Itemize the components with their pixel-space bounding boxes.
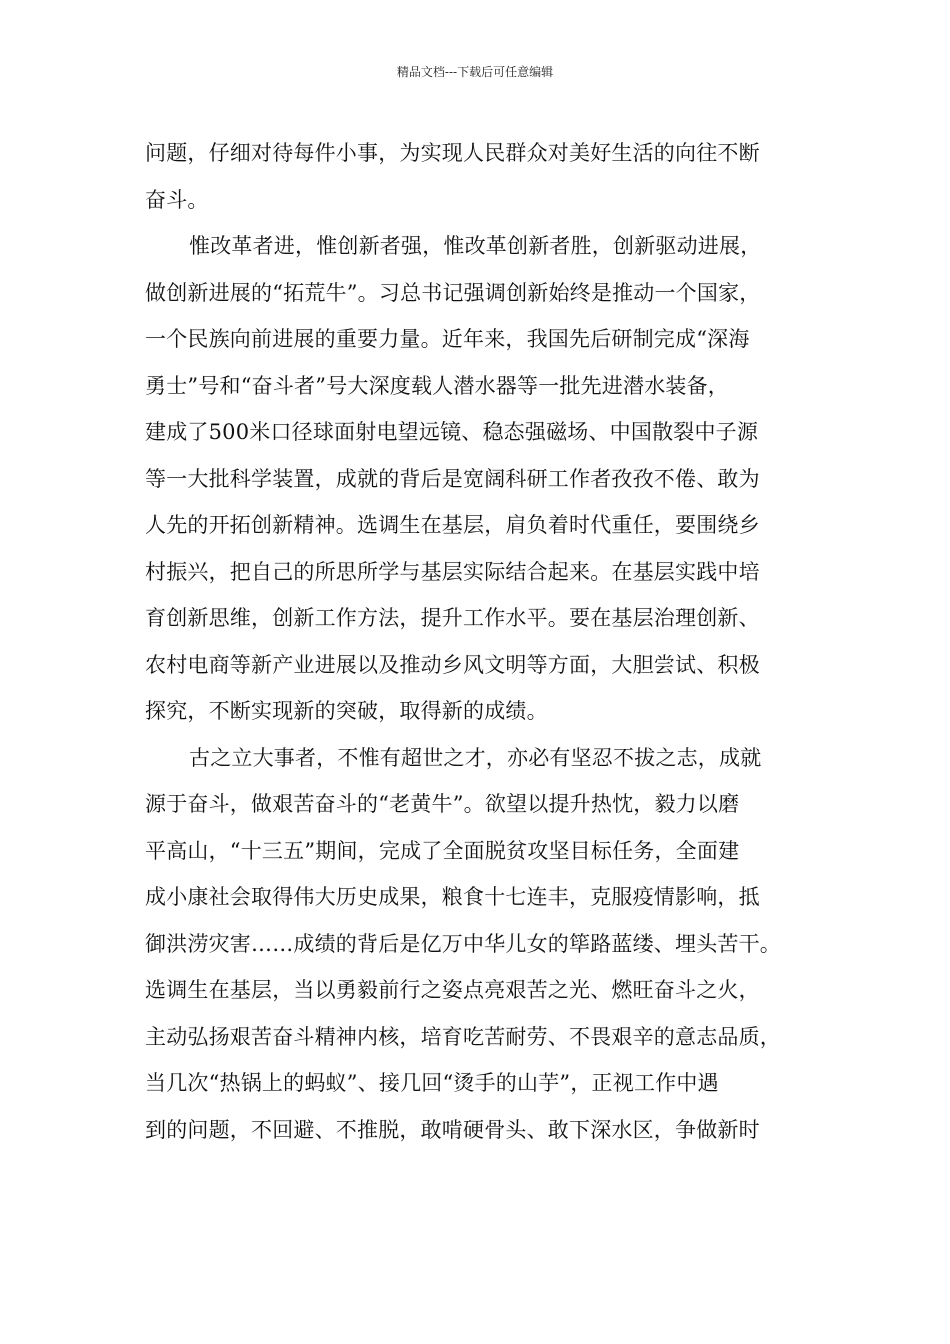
- text-line: 等一大批科学装置，成就的背后是宽阔科研工作者孜孜不倦、敢为: [145, 466, 760, 491]
- text-line: 源于奋斗，做艰苦奋斗的“老黄牛”。欲望以提升热忱，毅力以磨: [145, 792, 740, 816]
- text-line: 勇士”号和“奋斗者”号大深度载人潜水器等一批先进潜水装备，: [145, 373, 730, 398]
- text-line: 育创新思维，创新工作方法，提升工作水平。要在基层治理创新、: [145, 606, 760, 630]
- text-line: 人先的开拓创新精神。选调生在基层，肩负着时代重任，要围绕乡: [145, 513, 760, 537]
- text-line: 选调生在基层，当以勇毅前行之姿点亮艰苦之光、燃旺奋斗之火，: [145, 978, 760, 1002]
- page-header: 精品文档---下载后可任意编辑: [396, 65, 554, 79]
- text-line: 探究，不断实现新的突破，取得新的成绩。: [145, 699, 548, 723]
- text-line: 一个民族向前进展的重要力量。近年来，我国先后研制完成“深海: [145, 327, 750, 351]
- text-line: 做创新进展的“拓荒牛”。习总书记强调创新始终是推动一个国家，: [145, 280, 761, 305]
- text-line: 建成了500米口径球面射电望远镜、稳态强磁场、中国散裂中子源: [145, 420, 759, 444]
- text-line: 农村电商等新产业进展以及推动乡风文明等方面，大胆尝试、积极: [145, 652, 760, 677]
- text-line: 平高山，“十三五”期间，完成了全面脱贫攻坚目标任务，全面建: [145, 838, 740, 863]
- text-line: 到的问题，不回避、不推脱，敢啃硬骨头、敢下深水区，争做新时: [145, 1117, 760, 1142]
- text-line: 御洪涝灾害……成绩的背后是亿万中华儿女的筚路蓝缕、埋头苦干。: [145, 931, 781, 956]
- text-line: 当几次“热锅上的蚂蚁”、接几回“烫手的山芋”，正视工作中遇: [145, 1071, 719, 1095]
- text-line: 问题，仔细对待每件小事，为实现人民群众对美好生活的向往不断: [145, 141, 760, 165]
- text-line: 惟改革者进，惟创新者强，惟改革创新者胜，创新驱动进展，: [189, 234, 762, 258]
- text-line: 主动弘扬艰苦奋斗精神内核，培育吃苦耐劳、不畏艰辛的意志品质，: [145, 1024, 781, 1049]
- document-body: [145, 130, 825, 1153]
- text-line: 古之立大事者，不惟有超世之才，亦必有坚忍不拔之志，成就: [189, 745, 762, 770]
- text-line: 成小康社会取得伟大历史成果，粮食十七连丰，克服疫情影响，抵: [145, 885, 760, 909]
- text-line: 奋斗。: [145, 187, 209, 212]
- text-line: 村振兴，把自己的所思所学与基层实际结合起来。在基层实践中培: [145, 559, 760, 584]
